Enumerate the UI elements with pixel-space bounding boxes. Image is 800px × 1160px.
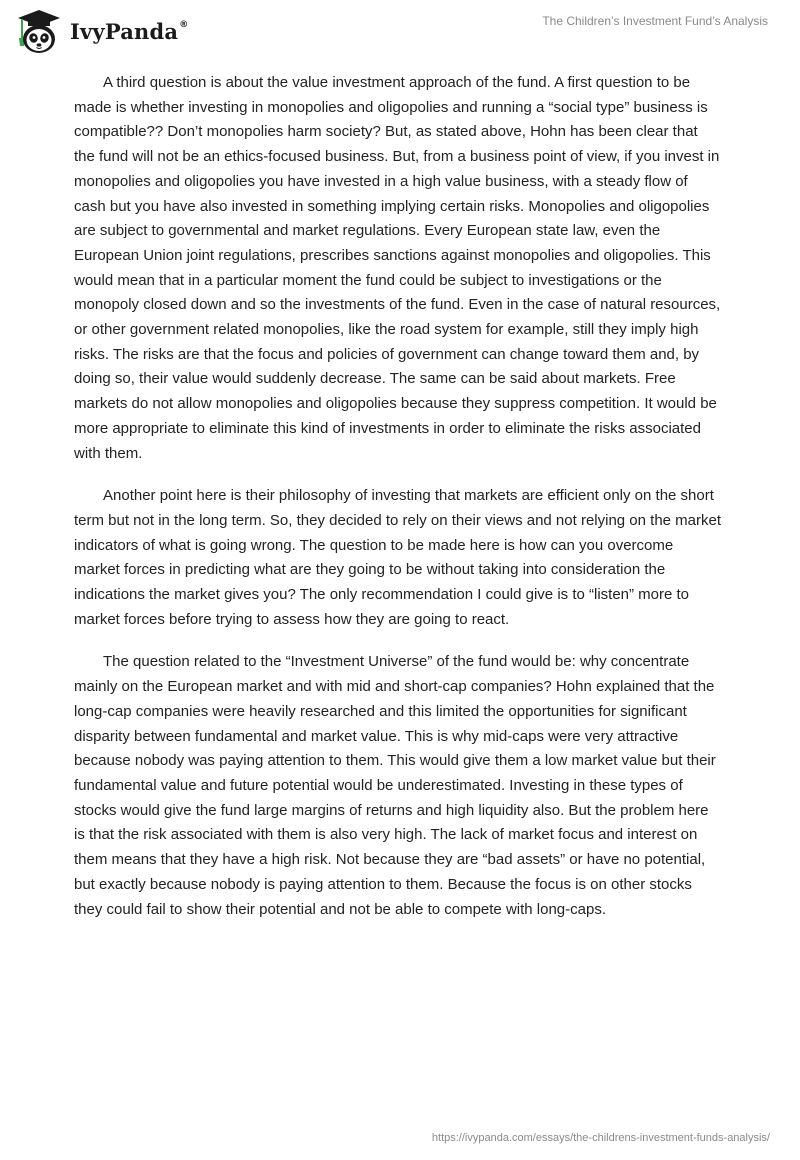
document-title: The Children’s Investment Fund’s Analysis (542, 14, 768, 28)
paragraph-1: A third question is about the value investment approach of the fund. A first question to be made is whether investing in monopolies and oligopolies and running a “social type” business is compatible?? Don’t monopolies harm society? But, as stated above, Hohn has been clear that the fund will not be an ethics-focused business. But, from a business point of view, if you invest in monopolies and oligopolies you have invested in a high value business, with a steady flow of cash but you have also invested in something implying certain risks. Monopolies and oligopolies are subject to governmental and market regulations. Every European state law, even the European Union joint regulations, prescribes sanctions against monopolies and oligopolies. This would mean that in a particular moment the fund could be subject to investigations or the monopoly closed down and so the investments of the fund. Even in the case of natural resources, or other government related monopolies, like the road system for example, still they imply high risks. The risks are that the focus and policies of government can change toward them and, by doing so, their value would suddenly decrease. The same can be said about markets. Free markets do not allow monopolies and oligopolies because they suppress competition. It would be more appropriate to eliminate this kind of investments in order to eliminate the risks associated with them. (74, 74, 721, 462)
paragraph-2: Another point here is their philosophy of investing that markets are efficient only on the short term but not in the long term. So, they decided to rely on their views and not relying on the market indicators of what is going wrong. The question to be made here is how can you overcome market forces in predicting what are they going to be without taking into consideration the indications the market gives you? The only recommendation I could give is to “listen” more to market forces before trying to assess how they are going to react. (74, 487, 722, 628)
source-url[interactable]: https://ivypanda.com/essays/the-childrens-investment-funds-analysis/ (431, 1132, 770, 1144)
registered-mark: ® (179, 19, 189, 30)
article-body (74, 71, 722, 940)
brand-name: IvyPanda® (70, 18, 189, 44)
paragraph-3: The question related to the “Investment Universe” of the fund would be: why concentrate mainly on the European market and with mid and short-cap companies? Hohn explained that the long-cap companies were heavily researched and this limited the opportunities for significant disparity between fundamental and market value. This is why mid-caps were very attractive because nobody was paying attention to them. This would give them a low market value but their fundamental value and future potential would be underestimated. Investing in these types of stocks would give the fund large margins of returns and high liquidity also. But the problem here is that the risk associated with them is also very high. The lack of market focus and interest on them means that they have a high risk. Not because they are “bad assets” or have no potential, but exactly because nobody is paying attention to them. Because the focus is on other stocks they could fail to show their potential and not be able to compete with long-caps. (74, 653, 716, 918)
panda-graduate-icon (14, 8, 64, 56)
page-header (0, 0, 800, 70)
ivypanda-logo[interactable] (14, 8, 188, 56)
